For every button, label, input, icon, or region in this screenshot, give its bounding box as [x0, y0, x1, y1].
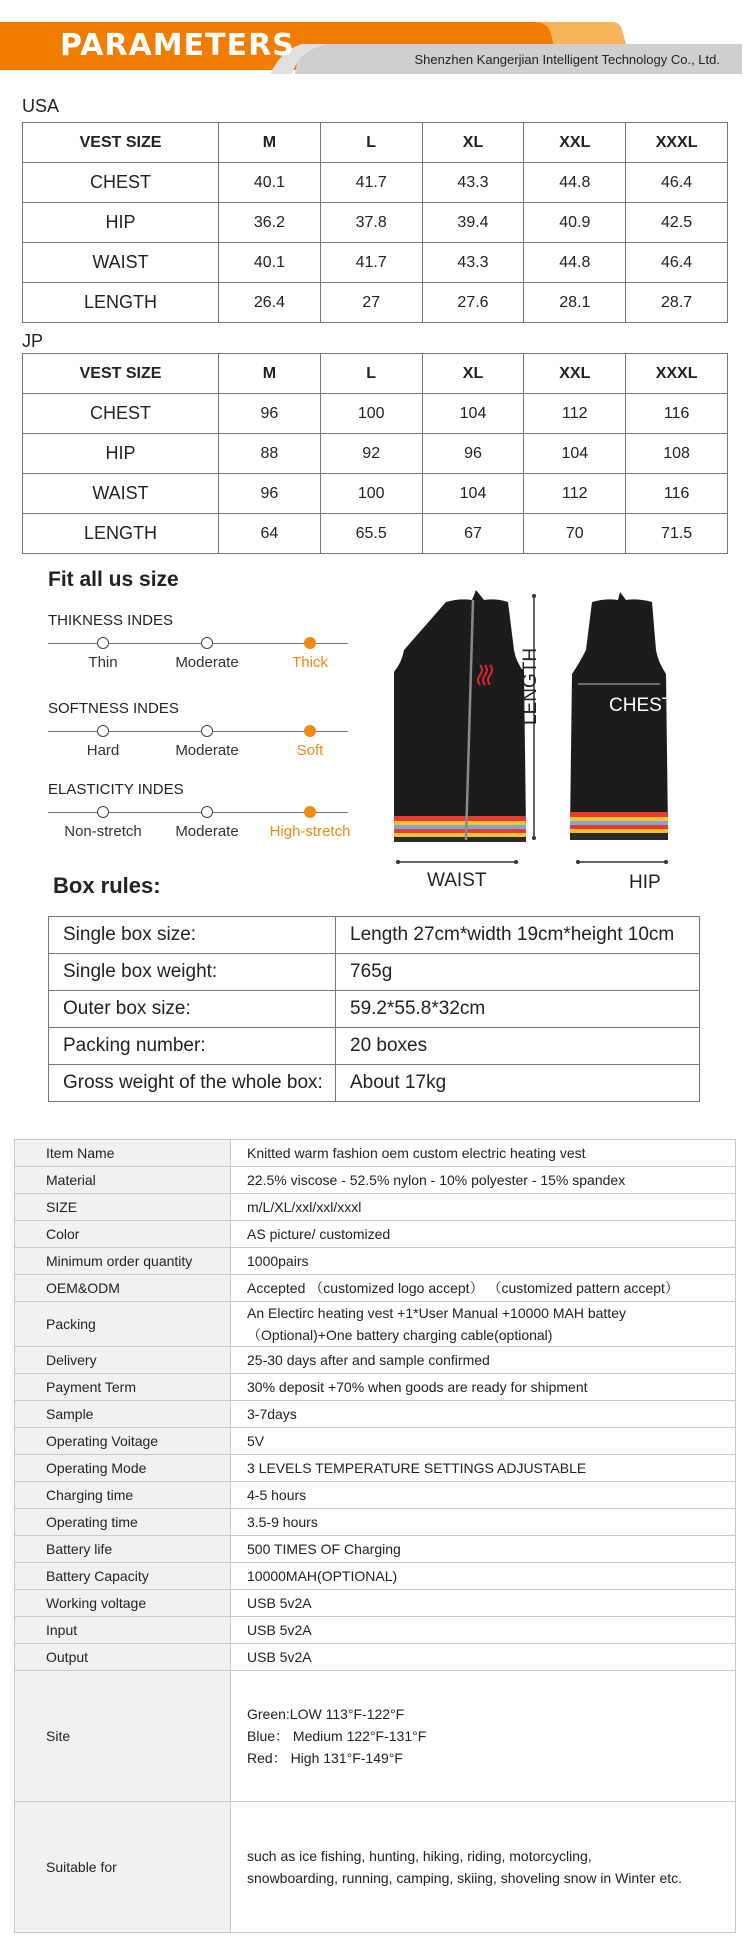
spec-value-line: 3.5-9 hours [247, 1514, 318, 1530]
size-table-row [23, 394, 728, 434]
company-name: Shenzhen Kangerjian Intelligent Technology Co., Ltd. [414, 52, 720, 67]
size-value-cell: 96 [422, 434, 524, 474]
box-rule-value: Length 27cm*width 19cm*height 10cm [336, 917, 700, 954]
scale-option-label: Soft [296, 742, 324, 759]
scale-marker [304, 637, 316, 649]
box-rule-key: Outer box size: [49, 991, 336, 1028]
size-value-cell: 88 [219, 434, 321, 474]
spec-row [15, 1167, 736, 1194]
spec-key: Color [15, 1221, 231, 1248]
size-row-label: LENGTH [23, 514, 219, 554]
spec-value-line: （Optional)+One battery charging cable(optional) [247, 1327, 553, 1343]
size-value-cell: 108 [626, 434, 728, 474]
spec-value-line: 4-5 hours [247, 1487, 307, 1503]
hip-label: HIP [629, 872, 661, 893]
spec-value [231, 1644, 736, 1671]
size-value-cell: 71.5 [626, 514, 728, 554]
jp-label: JP [22, 331, 44, 351]
size-value-cell: 43.3 [422, 163, 524, 203]
size-value-cell: 41.7 [320, 243, 422, 283]
size-header-cell: XXXL [626, 354, 728, 394]
spec-row [15, 1248, 736, 1275]
size-header-cell: XL [422, 123, 524, 163]
spec-value [231, 1428, 736, 1455]
spec-value-line: 1000pairs [247, 1253, 309, 1269]
size-value-cell: 27 [320, 283, 422, 323]
spec-key: Item Name [15, 1140, 231, 1167]
size-value-cell: 46.4 [626, 163, 728, 203]
box-rule-row [49, 991, 700, 1028]
size-value-cell: 64 [219, 514, 321, 554]
spec-key: Suitable for [15, 1802, 231, 1933]
box-rule-value: About 17kg [336, 1065, 700, 1102]
scale-line [48, 731, 348, 732]
spec-key: Operating Voitage [15, 1428, 231, 1455]
spec-row [15, 1428, 736, 1455]
spec-table [14, 1139, 736, 1933]
spec-value [231, 1590, 736, 1617]
size-value-cell: 40.9 [524, 203, 626, 243]
size-header-cell: XL [422, 354, 524, 394]
size-value-cell: 70 [524, 514, 626, 554]
spec-value [231, 1167, 736, 1194]
size-value-cell: 46.4 [626, 243, 728, 283]
spec-key: Input [15, 1617, 231, 1644]
size-value-cell: 104 [422, 474, 524, 514]
size-value-cell: 116 [626, 394, 728, 434]
size-value-cell: 100 [320, 394, 422, 434]
spec-value-line: 5V [247, 1433, 265, 1449]
size-value-cell: 28.1 [524, 283, 626, 323]
scale-title: ELASTICITY INDES [48, 781, 184, 798]
size-row-label: CHEST [23, 394, 219, 434]
spec-value [231, 1536, 736, 1563]
size-table-row [23, 283, 728, 323]
spec-row [15, 1802, 736, 1933]
size-header-cell: XXL [524, 123, 626, 163]
header-banner [0, 0, 750, 80]
spec-value-line: m/L/XL/xxl/xxl/xxxl [247, 1199, 362, 1215]
scale-option-label: Thick [292, 654, 328, 671]
scale-option-label: Non-stretch [64, 823, 142, 840]
size-value-cell: 40.1 [219, 163, 321, 203]
size-table-header [23, 123, 728, 163]
size-value-cell: 104 [524, 434, 626, 474]
size-header-cell: L [320, 123, 422, 163]
spec-key: Battery life [15, 1536, 231, 1563]
size-row-label: CHEST [23, 163, 219, 203]
spec-value [231, 1401, 736, 1428]
spec-value [231, 1509, 736, 1536]
spec-value-line: 3 LEVELS TEMPERATURE SETTINGS ADJUSTABLE [247, 1460, 587, 1476]
size-table-row [23, 474, 728, 514]
size-header-cell: VEST SIZE [23, 354, 219, 394]
size-header-cell: M [219, 354, 321, 394]
spec-value [231, 1221, 736, 1248]
spec-row [15, 1401, 736, 1428]
spec-value-line: such as ice fishing, hunting, hiking, riding, motorcycling, [247, 1848, 592, 1864]
scale-marker [304, 806, 316, 818]
size-table-row [23, 163, 728, 203]
jp-size-table [22, 353, 728, 554]
spec-key: OEM&ODM [15, 1275, 231, 1302]
spec-row [15, 1302, 736, 1347]
spec-value-line: USB 5v2A [247, 1595, 312, 1611]
spec-row [15, 1590, 736, 1617]
usa-label: USA [22, 96, 60, 116]
spec-row [15, 1140, 736, 1167]
spec-key: Battery Capacity [15, 1563, 231, 1590]
spec-key: Payment Term [15, 1374, 231, 1401]
size-header-cell: XXL [524, 354, 626, 394]
spec-value [231, 1802, 736, 1933]
spec-row [15, 1536, 736, 1563]
size-table-header [23, 354, 728, 394]
scale-marker [201, 806, 213, 818]
spec-key: Charging time [15, 1482, 231, 1509]
spec-row [15, 1221, 736, 1248]
size-value-cell: 41.7 [320, 163, 422, 203]
spec-key: Delivery [15, 1347, 231, 1374]
vest-front-image [394, 590, 526, 864]
spec-value-line: AS picture/ customized [247, 1226, 391, 1242]
size-value-cell: 116 [626, 474, 728, 514]
size-value-cell: 43.3 [422, 243, 524, 283]
size-row-label: HIP [23, 434, 219, 474]
size-value-cell: 37.8 [320, 203, 422, 243]
box-rule-row [49, 954, 700, 991]
size-value-cell: 104 [422, 394, 524, 434]
size-row-label: HIP [23, 203, 219, 243]
size-header-cell: VEST SIZE [23, 123, 219, 163]
scale-marker [304, 725, 316, 737]
vest-back-image [570, 592, 668, 864]
spec-key: Sample [15, 1401, 231, 1428]
scale-option-label: Hard [86, 742, 120, 759]
scale-marker [201, 637, 213, 649]
spec-row [15, 1347, 736, 1374]
size-value-cell: 28.7 [626, 283, 728, 323]
spec-value [231, 1482, 736, 1509]
spec-key: Output [15, 1644, 231, 1671]
size-row-label: WAIST [23, 474, 219, 514]
spec-value [231, 1374, 736, 1401]
spec-row [15, 1482, 736, 1509]
box-rules-table [48, 916, 700, 1102]
size-table-row [23, 203, 728, 243]
size-table-row [23, 434, 728, 474]
box-rule-value: 59.2*55.8*32cm [336, 991, 700, 1028]
spec-key: Operating time [15, 1509, 231, 1536]
spec-value-line: 500 TIMES OF Charging [247, 1541, 401, 1557]
size-value-cell: 42.5 [626, 203, 728, 243]
spec-value-line: Accepted （customized logo accept） （customized pattern accept） [247, 1280, 679, 1296]
size-row-label: WAIST [23, 243, 219, 283]
spec-value-line: Knitted warm fashion oem custom electric heating vest [247, 1145, 586, 1161]
scale-option-label: Moderate [175, 742, 239, 759]
spec-value-line: snowboarding, running, camping, skiing, shoveling snow in Winter etc. [247, 1870, 683, 1886]
size-value-cell: 92 [320, 434, 422, 474]
size-header-cell: XXXL [626, 123, 728, 163]
scale-title: SOFTNESS INDES [48, 700, 179, 717]
spec-key: Packing [15, 1302, 231, 1347]
spec-value-line: 3-7days [247, 1406, 297, 1422]
fit-title: Fit all us size [48, 568, 179, 591]
size-value-cell: 67 [422, 514, 524, 554]
box-rule-key: Gross weight of the whole box: [49, 1065, 336, 1102]
box-rule-value: 765g [336, 954, 700, 991]
scale-option-label: High-stretch [269, 823, 351, 840]
box-rule-value: 20 boxes [336, 1028, 700, 1065]
spec-row [15, 1194, 736, 1221]
scale-marker [97, 637, 109, 649]
waist-label: WAIST [427, 870, 487, 891]
spec-row [15, 1644, 736, 1671]
spec-value-line: 30% deposit +70% when goods are ready for shipment [247, 1379, 588, 1395]
spec-value-line: 25-30 days after and sample confirmed [247, 1352, 490, 1368]
scale-marker [201, 725, 213, 737]
size-value-cell: 100 [320, 474, 422, 514]
spec-value [231, 1347, 736, 1374]
box-rule-row [49, 917, 700, 954]
spec-row [15, 1671, 736, 1802]
spec-value-line: Red： High 131°F-149°F [247, 1750, 403, 1766]
box-rule-row [49, 1028, 700, 1065]
spec-key: Working voltage [15, 1590, 231, 1617]
scale-marker [97, 806, 109, 818]
scale-marker [97, 725, 109, 737]
spec-value-line: 22.5% viscose - 52.5% nylon - 10% polyester - 15% spandex [247, 1172, 626, 1188]
scale-option-label: Moderate [175, 823, 239, 840]
spec-value [231, 1671, 736, 1802]
spec-value-line: Green:LOW 113°F-122°F [247, 1706, 405, 1722]
spec-value [231, 1617, 736, 1644]
box-rule-row [49, 1065, 700, 1102]
spec-value [231, 1140, 736, 1167]
spec-key: SIZE [15, 1194, 231, 1221]
size-header-cell: M [219, 123, 321, 163]
box-rules-title: Box rules: [53, 873, 161, 898]
page-title: PARAMETERS [60, 28, 295, 63]
spec-key: Operating Mode [15, 1455, 231, 1482]
size-value-cell: 39.4 [422, 203, 524, 243]
spec-key: Minimum order quantity [15, 1248, 231, 1275]
scale-line [48, 812, 348, 813]
size-table-row [23, 243, 728, 283]
size-value-cell: 44.8 [524, 243, 626, 283]
spec-key: Site [15, 1671, 231, 1802]
vest-diagram [380, 590, 720, 880]
spec-value [231, 1248, 736, 1275]
scale-line [48, 643, 348, 644]
size-value-cell: 112 [524, 474, 626, 514]
size-value-cell: 96 [219, 474, 321, 514]
chest-label: CHEST [609, 695, 674, 716]
size-value-cell: 112 [524, 394, 626, 434]
size-row-label: LENGTH [23, 283, 219, 323]
spec-value-line: USB 5v2A [247, 1622, 312, 1638]
spec-row [15, 1275, 736, 1302]
usa-size-table [22, 122, 728, 323]
spec-value [231, 1563, 736, 1590]
size-value-cell: 44.8 [524, 163, 626, 203]
spec-value-line: An Electirc heating vest +1*User Manual +10000 MAH battey [247, 1305, 626, 1321]
size-table-row [23, 514, 728, 554]
spec-row [15, 1563, 736, 1590]
spec-value-line: Blue： Medium 122°F-131°F [247, 1728, 427, 1744]
spec-row [15, 1455, 736, 1482]
spec-value [231, 1302, 736, 1347]
size-value-cell: 96 [219, 394, 321, 434]
box-rule-key: Single box size: [49, 917, 336, 954]
spec-value [231, 1455, 736, 1482]
size-header-cell: L [320, 354, 422, 394]
scale-option-label: Thin [88, 654, 118, 671]
scale-option-label: Moderate [175, 654, 239, 671]
spec-row [15, 1617, 736, 1644]
box-rule-key: Packing number: [49, 1028, 336, 1065]
box-rule-key: Single box weight: [49, 954, 336, 991]
size-value-cell: 27.6 [422, 283, 524, 323]
size-value-cell: 65.5 [320, 514, 422, 554]
length-label: LENGTH [520, 647, 541, 725]
spec-value [231, 1194, 736, 1221]
spec-row [15, 1509, 736, 1536]
size-value-cell: 36.2 [219, 203, 321, 243]
size-value-cell: 40.1 [219, 243, 321, 283]
spec-value [231, 1275, 736, 1302]
scale-title: THIKNESS INDES [48, 612, 174, 629]
spec-row [15, 1374, 736, 1401]
spec-value-line: USB 5v2A [247, 1649, 312, 1665]
spec-value-line: 10000MAH(OPTIONAL) [247, 1568, 398, 1584]
size-value-cell: 26.4 [219, 283, 321, 323]
spec-key: Material [15, 1167, 231, 1194]
